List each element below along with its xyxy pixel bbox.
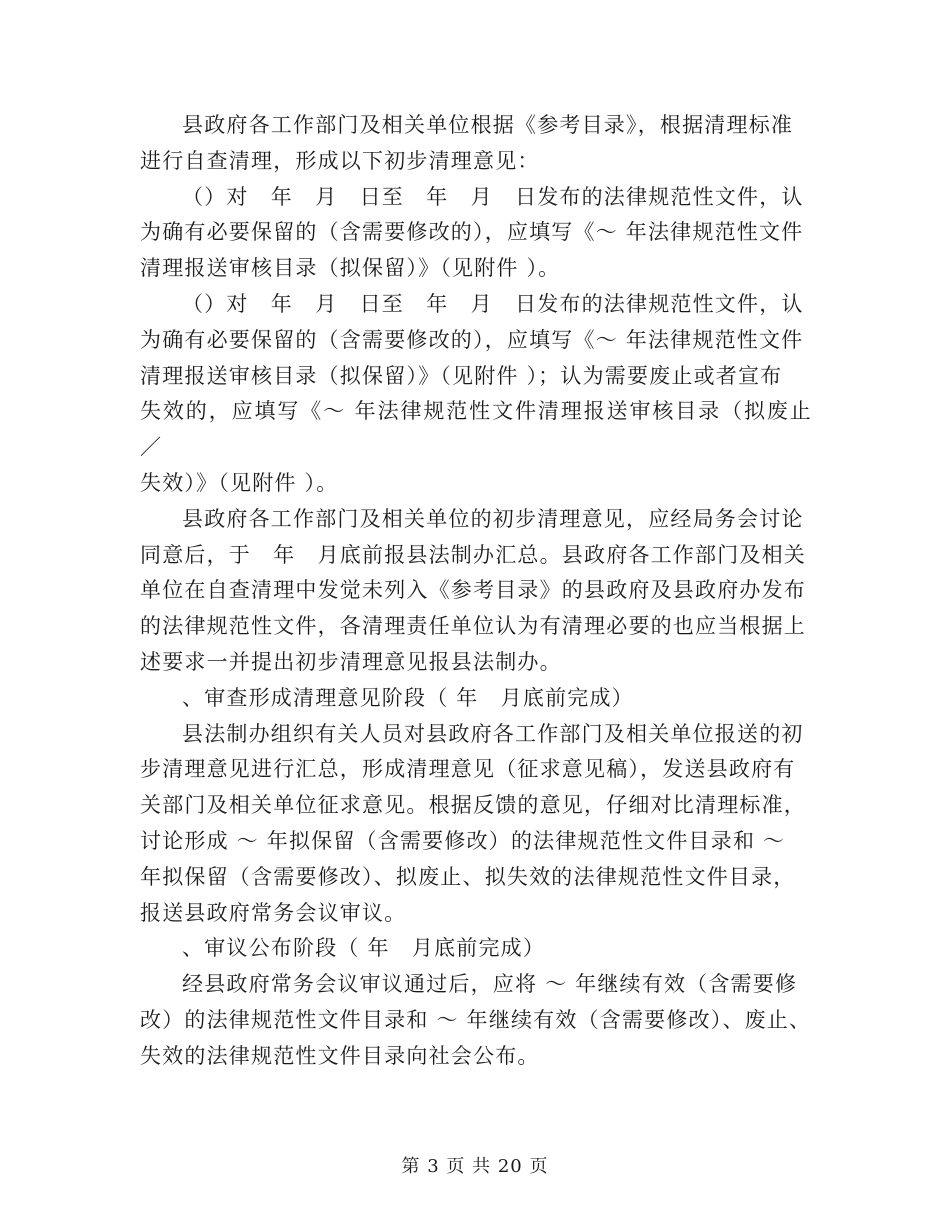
text-line: 为确有必要保留的（含需要修改的），应填写《～ 年法律规范性文件 [140, 220, 804, 245]
paragraph-self-check [140, 108, 812, 180]
section-heading-publish [140, 931, 812, 967]
text-line: 失效）》（见附件 ）。 [140, 470, 339, 495]
text-line: 步清理意见进行汇总，形成清理意见（征求意见稿），发送县政府有 [140, 757, 796, 782]
text-line: 关部门及相关单位征求意见。根据反馈的意见，仔细对比清理标准， [140, 793, 806, 818]
text-line: 清理报送审核目录（拟保留）》（见附件 ）；认为需要废止或者宣布 [140, 363, 783, 388]
text-line: 经县政府常务会议审议通过后，应将 ～ 年继续有效（含需要修 [182, 972, 798, 997]
text-line: （）对 年 月 日至 年 月 日发布的法律规范性文件，认 [182, 291, 804, 316]
text-line: 的法律规范性文件，各清理责任单位认为有清理必要的也应当根据上 [140, 614, 806, 639]
text-line: 、审议公布阶段（ 年 月底前完成） [182, 936, 546, 961]
section-heading-review [140, 681, 812, 717]
text-line: 清理报送审核目录（拟保留）》（见附件 ）。 [140, 256, 561, 281]
document-body [140, 108, 812, 1075]
paragraph-publish [140, 967, 812, 1074]
text-line: 述要求一并提出初步清理意见报县法制办。 [140, 649, 562, 674]
text-line: 县法制办组织有关人员对县政府各工作部门及相关单位报送的初 [182, 721, 804, 746]
text-line: 单位在自查清理中发觉未列入《参考目录》的县政府及县政府办发布 [140, 578, 806, 603]
text-line: 同意后，于 年 月底前报县法制办汇总。县政府各工作部门及相关 [140, 542, 806, 567]
paragraph-item-2 [140, 287, 812, 502]
page-number-footer: 第 3 页 共 20 页 [401, 1156, 549, 1177]
text-line: 进行自查清理，形成以下初步清理意见： [140, 148, 540, 173]
text-line: 改）的法律规范性文件目录和 ～ 年继续有效（含需要修改）、废止、 [140, 1007, 812, 1032]
text-line: 失效的法律规范性文件目录向社会公布。 [140, 1043, 540, 1068]
paragraph-preliminary-opinion [140, 502, 812, 681]
text-line: 讨论形成 ～ 年拟保留（含需要修改）的法律规范性文件目录和 ～ [140, 828, 786, 853]
paragraph-item-1 [140, 180, 812, 287]
text-line: 、审查形成清理意见阶段（ 年 月底前完成） [182, 685, 634, 710]
text-line: （）对 年 月 日至 年 月 日发布的法律规范性文件，认 [182, 184, 804, 209]
text-line: 年拟保留（含需要修改）、拟废止、拟失效的法律规范性文件目录， [140, 864, 796, 889]
text-line: 县政府各工作部门及相关单位根据《参考目录》，根据清理标准 [182, 113, 794, 137]
paragraph-review [140, 717, 812, 932]
text-line: 失效的，应填写《～ 年法律规范性文件清理报送审核目录（拟废止／ [140, 399, 812, 460]
text-line: 为确有必要保留的（含需要修改的），应填写《～ 年法律规范性文件 [140, 327, 804, 352]
text-line: 报送县政府常务会议审议。 [140, 900, 407, 925]
text-line: 县政府各工作部门及相关单位的初步清理意见，应经局务会讨论 [182, 506, 804, 531]
